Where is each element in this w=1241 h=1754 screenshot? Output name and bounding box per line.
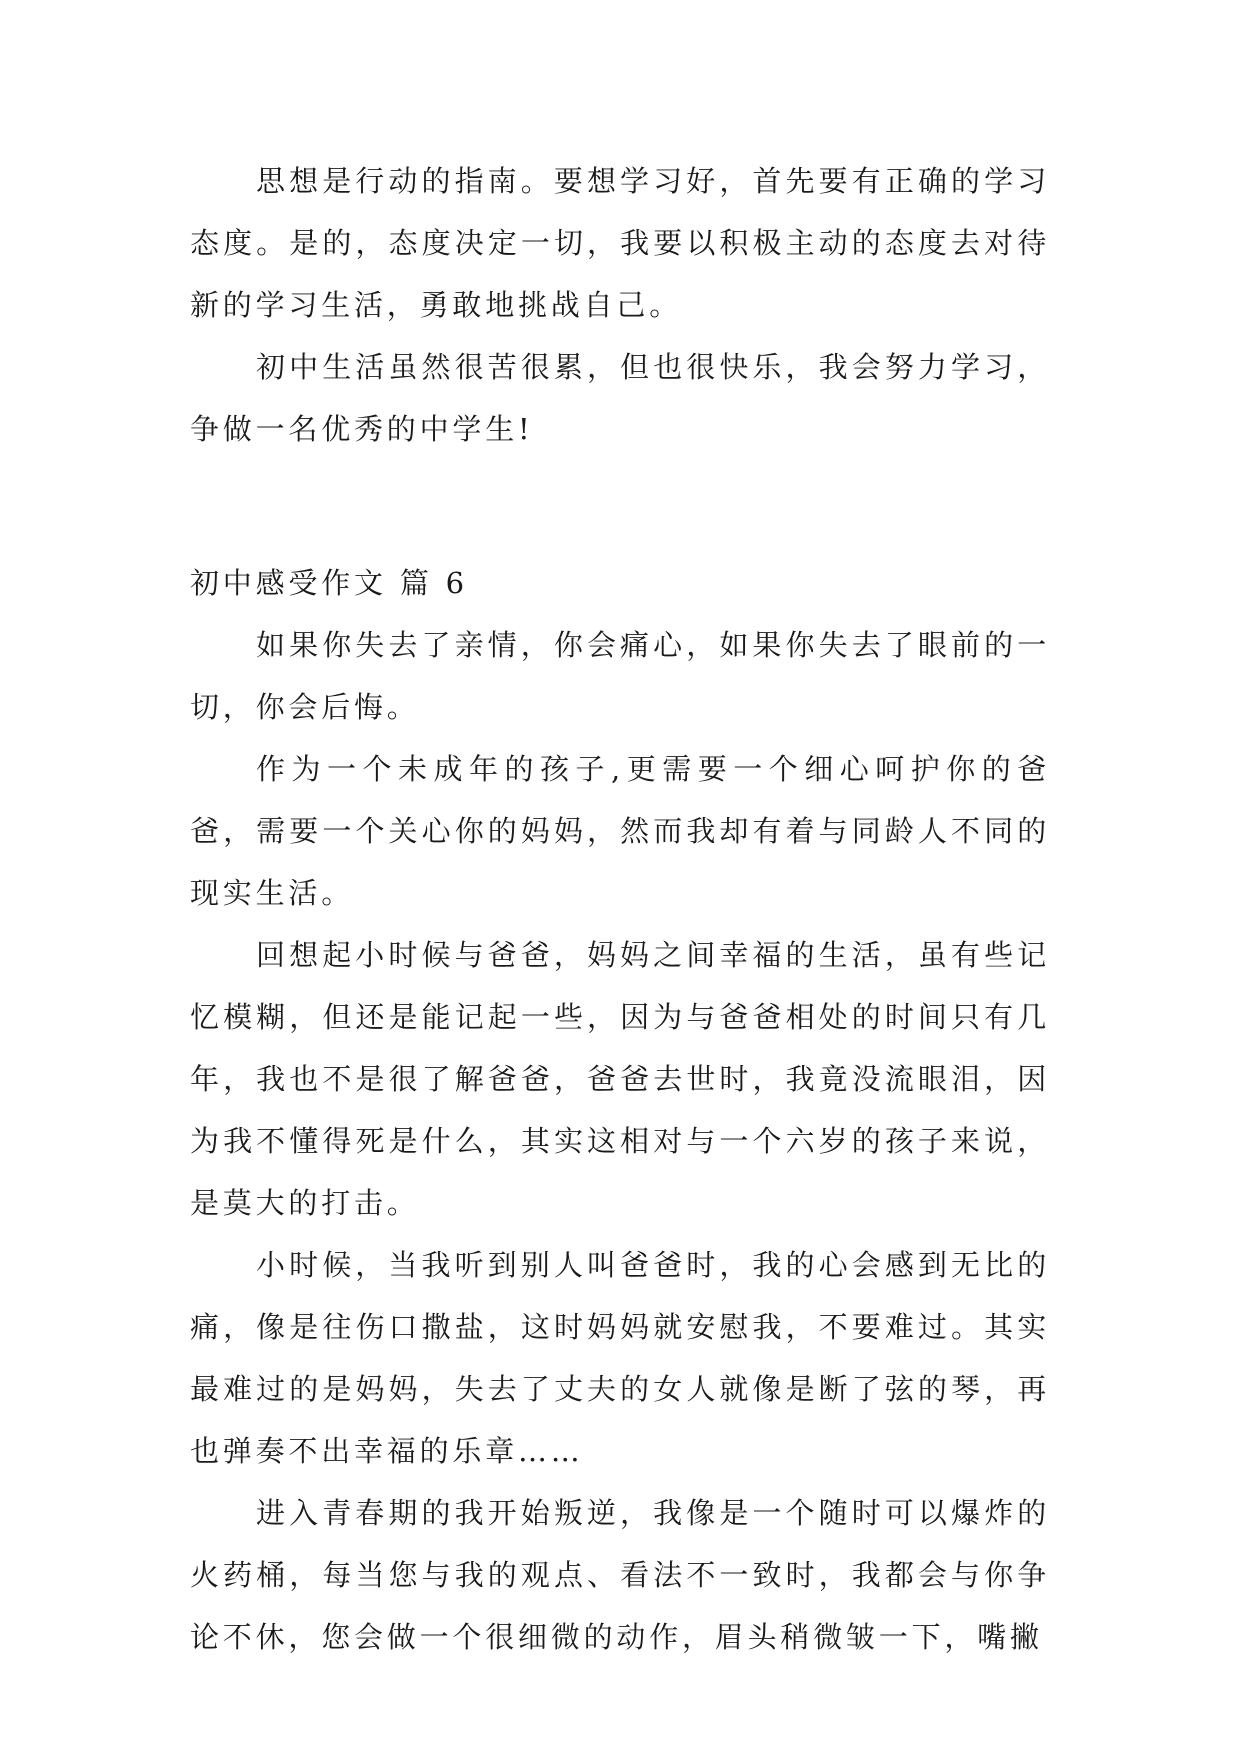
- paragraph-thinking-guide: 思想是行动的指南。要想学习好，首先要有正确的学习态度。是的，态度决定一切，我要以积极主动的态度去对待新的学习生活，勇敢地挑战自己。: [190, 164, 1050, 322]
- paragraph-junior-high-life: 初中生活虽然很苦很累，但也很快乐，我会努力学习，争做一名优秀的中学生!: [190, 350, 1050, 446]
- paragraph-childhood-memories: 回想起小时候与爸爸，妈妈之间幸福的生活，虽有些记忆模糊，但还是能记起一些，因为与爸爸相处的时间只有几年，我也不是很了解爸爸，爸爸去世时，我竟没流眼泪，因为我不懂得死是什么，其实这相对与一个六岁的孩子来说，是莫大的打击。: [190, 938, 1050, 1220]
- document-body: [190, 150, 1050, 1668]
- paragraph-adolescence: 进入青春期的我开始叛逆，我像是一个随时可以爆炸的火药桶，每当您与我的观点、看法不一致时，我都会与你争论不休，您会做一个很细微的动作，眉头稍微皱一下，嘴撇: [190, 1496, 1050, 1654]
- paragraph-underage-child: 作为一个未成年的孩子,更需要一个细心呵护你的爸爸，需要一个关心你的妈妈，然而我却有着与同龄人不同的现实生活。: [190, 752, 1050, 910]
- section-heading: 初中感受作文 篇 6: [190, 566, 468, 600]
- paragraph-pain-of-loss: 小时候，当我听到别人叫爸爸时，我的心会感到无比的痛，像是往伤口撒盐，这时妈妈就安慰我，不要难过。其实最难过的是妈妈，失去了丈夫的女人就像是断了弦的琴，再也弹奏不出幸福的乐章……: [190, 1248, 1050, 1468]
- paragraph-losing-family: 如果你失去了亲情，你会痛心，如果你失去了眼前的一切，你会后悔。: [190, 628, 1050, 724]
